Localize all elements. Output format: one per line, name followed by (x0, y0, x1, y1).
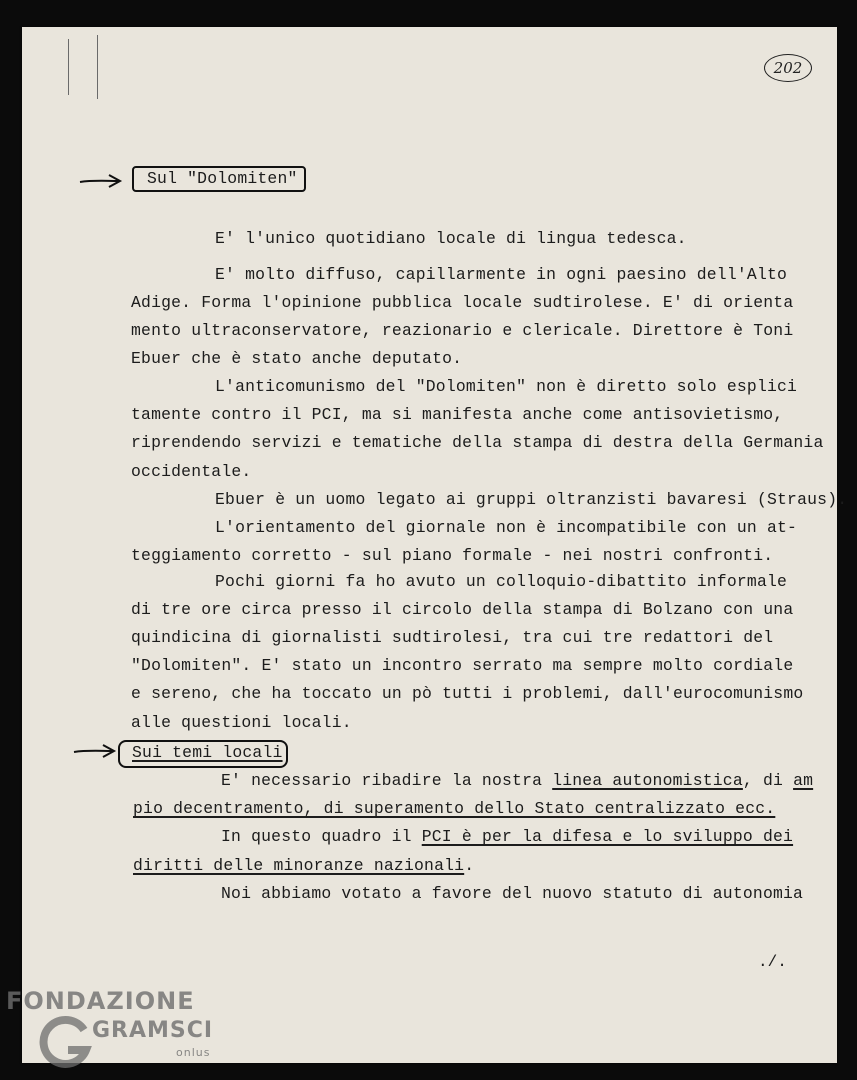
text-fragment: , di (742, 771, 794, 790)
watermark-logo-line1: FONDAZIONE (6, 987, 195, 1015)
text-line: quindicina di giornalisti sudtirolesi, tra cui tre redattori del (131, 628, 774, 647)
text-line: tamente contro il PCI, ma si manifesta anche come antisovietismo, (131, 405, 784, 424)
text-line: teggiamento corretto - sul piano formale - nei nostri confronti. (131, 546, 774, 565)
text-line: occidentale. (131, 462, 252, 481)
text-line: L'anticomunismo del "Dolomiten" non è diretto solo esplici (215, 377, 798, 396)
text-line: Adige. Forma l'opinione pubblica locale sudtirolese. E' di orienta (131, 293, 794, 312)
text-line (221, 771, 813, 790)
watermark-logo-line3: onlus (176, 1046, 211, 1059)
margin-mark (97, 35, 98, 99)
underlined-phrase: PCI è per la difesa e lo sviluppo dei (421, 827, 794, 846)
text-line: E' molto diffuso, capillarmente in ogni paesino dell'Alto (215, 265, 788, 284)
text-line: di tre ore circa presso il circolo della stampa di Bolzano con una (131, 600, 794, 619)
watermark-logo-line2: GRAMSCI (92, 1018, 214, 1043)
arrow-right-icon (72, 743, 118, 759)
margin-mark (68, 39, 69, 95)
text-line: Ebuer che è stato anche deputato. (131, 349, 463, 368)
text-line: "Dolomiten". E' stato un incontro serrato ma sempre molto cordiale (131, 656, 794, 675)
text-line: riprendendo servizi e tematiche della stampa di destra della Germania (131, 433, 824, 452)
text-line (133, 856, 474, 875)
text-line: pio decentramento, di superamento dello Stato centralizzato ecc. (133, 799, 776, 818)
text-line: Pochi giorni fa ho avuto un colloquio-dibattito informale (215, 572, 788, 591)
watermark-g-icon (36, 1012, 94, 1070)
text-fragment: E' necessario ribadire la nostra (221, 771, 553, 790)
text-line: Noi abbiamo votato a favore del nuovo statuto di autonomia (221, 884, 804, 903)
section-heading-temi-locali: Sui temi locali (132, 743, 283, 762)
underlined-phrase: linea autonomistica (552, 771, 743, 790)
text-line: e sereno, che ha toccato un pò tutti i problemi, dall'eurocomunismo (131, 684, 804, 703)
text-line: E' l'unico quotidiano locale di lingua tedesca. (215, 229, 687, 248)
underlined-phrase: diritti delle minoranze nazionali (133, 856, 465, 875)
text-fragment: . (464, 856, 475, 875)
section-heading-dolomiten: Sul "Dolomiten" (147, 169, 298, 188)
underlined-phrase: am (793, 771, 814, 790)
text-line (221, 827, 793, 846)
text-line: Ebuer è un uomo legato ai gruppi oltranzisti bavaresi (Straus). (215, 490, 848, 509)
continuation-mark: ./. (758, 953, 787, 971)
text-line: L'orientamento del giornale non è incompatibile con un at- (215, 518, 798, 537)
text-line: mento ultraconservatore, reazionario e clericale. Direttore è Toni (131, 321, 794, 340)
document-page (22, 27, 848, 1063)
page-number: 202 (764, 54, 812, 82)
arrow-right-icon (78, 173, 124, 189)
text-line: alle questioni locali. (131, 713, 352, 732)
text-fragment: In questo quadro il (221, 827, 422, 846)
